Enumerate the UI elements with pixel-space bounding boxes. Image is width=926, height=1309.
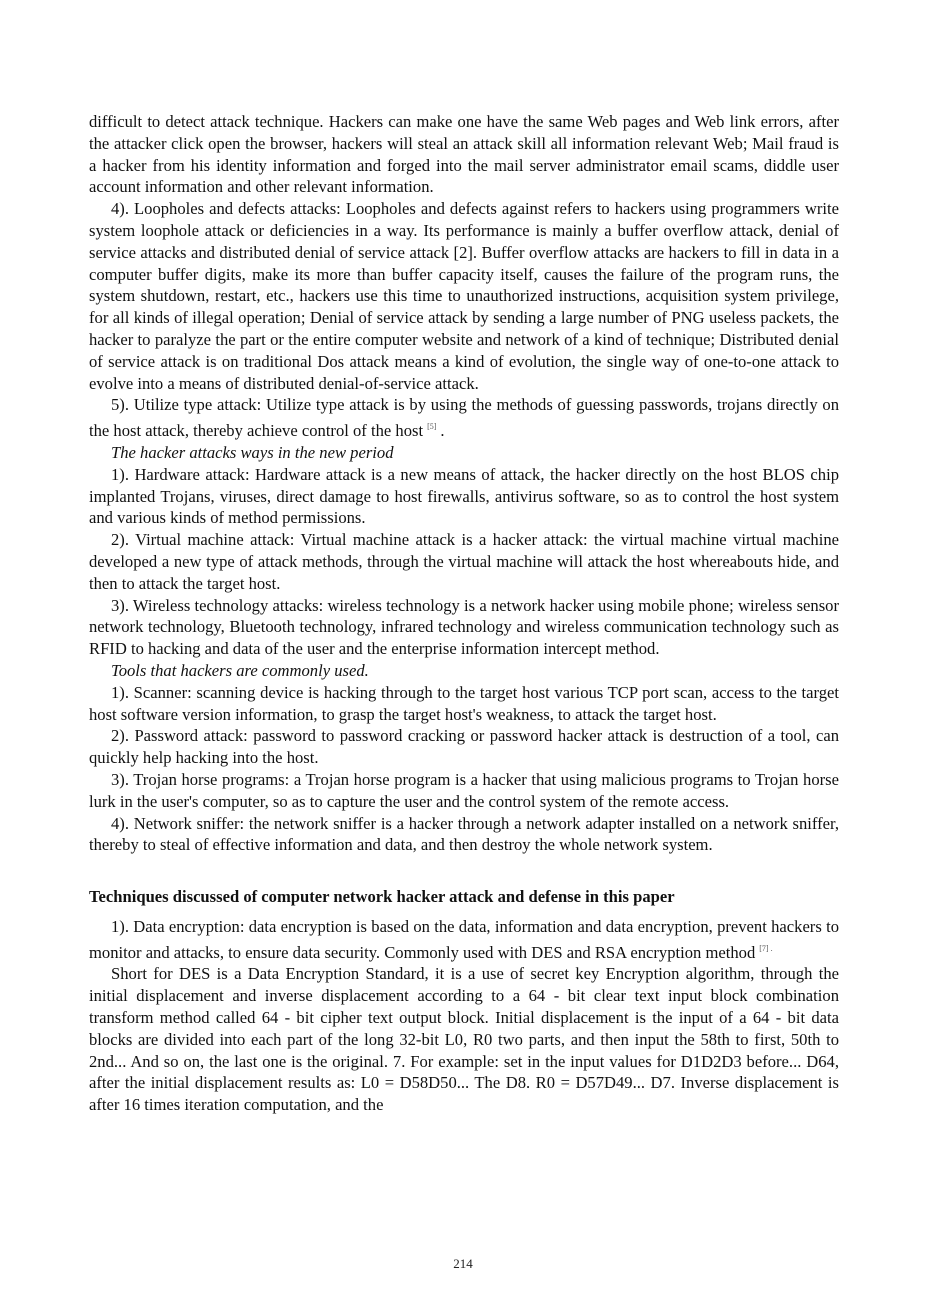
paragraph-wireless-attacks: 3). Wireless technology attacks: wireless technology is a network hacker using mobile phone; wireless sensor network technology, Bluetooth technology, infrared technology and wireless communication technology such as RFID to hacking and data of the user and the enterprise information intercept method. — [89, 595, 839, 659]
section-title: Techniques discussed of computer network hacker attack and defense in this paper — [89, 887, 675, 907]
paragraph-scanner: 1). Scanner: scanning device is hacking through to the target host various TCP port scan, access to the target host software version information, to grasp the target host's weakness, to attack the target host. — [89, 682, 839, 724]
paragraph-text: 5). Utilize type attack: Utilize type attack is by using the methods of guessing passwords, trojans directly on the host attack, thereby achieve control of the host — [89, 395, 839, 441]
subheading-tools: Tools that hackers are commonly used. — [111, 660, 369, 680]
paragraph-hardware-attack: 1). Hardware attack: Hardware attack is a new means of attack, the hacker directly on the host BLOS chip implanted Trojans, viruses, direct damage to host firewalls, antivirus software, so as to control the host system and various kinds of method permissions. — [89, 464, 839, 528]
paragraph: difficult to detect attack technique. Hackers can make one have the same Web pages and Web link errors, after the attacker click open the browser, hackers will steal an attack skill all information relevant Web; Mail fraud is a hacker from his identity information and forged into the mail server administrator email scams, diddle user account information and other relevant information. — [89, 112, 839, 197]
paragraph-data-encryption — [89, 916, 839, 964]
paragraph-password-attack: 2). Password attack: password to password cracking or password hacker attack is destruction of a tool, can quickly help hacking into the host. — [89, 726, 839, 768]
citation-5: [5] — [427, 422, 437, 432]
paragraph-virtual-machine-attack: 2). Virtual machine attack: Virtual machine attack is a hacker attack: the virtual machine virtual machine developed a new type of attack methods, through the virtual machine will attack the host whereabouts hide, and then to attack the target host. — [89, 530, 839, 593]
paragraph-des: Short for DES is a Data Encryption Standard, it is a use of secret key Encryption algorithm, through the initial displacement and inverse displacement according to a 64 - bit clear text input block combination transform method called 64 - bit cipher text output block. Initial displacement is the input of a 64 - bit data blocks are divided into each part of the long 32-bit L0, R0 two parts, and then input the 58th to first, 50th to 2nd... And so on, the last one is the original. 7. For example: set in the input values for D1D2D3 before... D64, after the initial displacement results as: L0 = D58D50... The D8. R0 = D57D49... D7. Inverse displacement is after 16 times iteration computation, and the — [89, 964, 839, 1115]
citation-7: [7] . — [759, 943, 773, 953]
paragraph-utilize-type-attack — [89, 394, 839, 442]
subheading-new-period: The hacker attacks ways in the new period — [111, 442, 394, 462]
paragraph-text: 1). Data encryption: data encryption is based on the data, information and data encryption, prevent hackers to monitor and attacks, to ensure data security. Commonly used with DES and RSA encryption method — [89, 916, 839, 962]
paragraph-end: . — [440, 421, 445, 441]
paragraph-loopholes-attacks: 4). Loopholes and defects attacks: Loopholes and defects against refers to hackers using programmers write system loophole attack or deficiencies in a way. Its performance is mainly a buffer overflow attack, denial of service attacks and distributed denial of service attack [2]. Buffer overflow attacks are hackers to fill in data in a computer buffer digits, make its more than buffer capacity itself, causes the failure of the program runs, the system shutdown, restart, etc., hackers use this time to unauthorized instructions, acquisition system privilege, for all kinds of illegal operation; Denial of service attack by sending a large number of PNG useless packets, the hacker to paralyze the part or the entire computer website and network of a kind of technique; Distributed denial of service attack is on traditional Dos attack means a kind of evolution, the single way of one-to-one attack to evolve into a means of distributed denial-of-service attack. — [89, 199, 839, 393]
page-number: 214 — [453, 1256, 473, 1271]
page-body — [89, 111, 839, 1116]
paragraph-trojan-horse: 3). Trojan horse programs: a Trojan horse program is a hacker that using malicious programs to Trojan horse lurk in the user's computer, so as to capture the user and the control system of the remote access. — [89, 769, 839, 811]
paragraph-network-sniffer: 4). Network sniffer: the network sniffer is a hacker through a network adapter installed on a network sniffer, thereby to steal of effective information and data, and then destroy the whole network system. — [89, 813, 839, 855]
